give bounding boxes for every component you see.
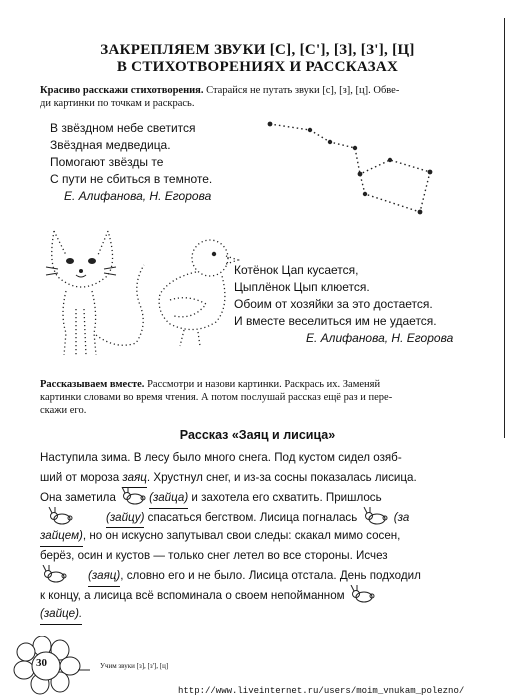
section1-instr-text: Старайся не путать звуки [с], [з], [ц]. Обве- [203, 85, 400, 96]
section2-instructions [40, 378, 480, 417]
story-text-span: берёз, осин и кустов — только снег летел во все стороны. Исчез [40, 548, 388, 562]
source-url: http://www.liveinternet.ru/users/moim_vnukam_polezno/ [178, 686, 465, 696]
story-text-span: , словно его и не было. Лисица отстала. День подходил [120, 569, 421, 582]
poem1-line: В звёздном небе светится [50, 121, 196, 135]
story-line [40, 448, 480, 468]
rabbit-icon [348, 585, 378, 603]
section2-instr-bold: Рассказываем вместе. [40, 379, 145, 390]
footer-caption: Учим звуки [з], [з'], [ц] [100, 662, 169, 670]
poem1-author: Е. Алифанова, Н. Егорова [64, 189, 212, 203]
poem1-line: Звёздная медведица. [50, 138, 171, 152]
poem2-line: И вместе веселиться им не удается. [234, 314, 437, 328]
poem2-line: Обоим от хозяйки за это достается. [234, 297, 433, 311]
section1-instructions [40, 84, 480, 110]
story-line [40, 546, 480, 566]
poem1-line: Помогают звёзды те [50, 155, 164, 169]
rabbit-word: (зайцу) [106, 508, 144, 529]
story-line [40, 585, 480, 605]
rabbit-icon [119, 487, 149, 505]
rabbit-word: (заяц) [88, 566, 120, 587]
story-line [40, 468, 480, 488]
story-text-span: к концу, а лисица всё вспоминала о своем непойманном [40, 588, 345, 602]
story-text-span: Наступила зима. В лесу было много снега. Под кустом сидел озяб- [40, 451, 402, 464]
kitten-dotted-drawing [36, 225, 156, 365]
section2-instr-line2: картинки словами во время чтения. А потом послушай рассказ ещё раз и пере- [40, 392, 393, 403]
poem-kitten-chick [234, 262, 453, 347]
page-number: 30 [36, 657, 47, 669]
page-title-line-1: ЗАКРЕПЛЯЕМ ЗВУКИ [С], [С'], [З], [З'], [Ц] [100, 42, 415, 58]
story-text-span: ший от мороза [40, 470, 123, 484]
rabbit-word: (зайце). [40, 604, 82, 625]
rabbit-icon [361, 507, 391, 525]
section1-instr-bold: Красиво расскажи стихотворения. [40, 85, 204, 96]
story-text-span: Она заметила [40, 491, 120, 504]
section1-instr-line2: ди картинки по точкам и раскрась. [40, 98, 195, 109]
section2-instr-line3: скажи его. [40, 405, 87, 416]
story-title: Рассказ «Заяц и лисица» [179, 428, 336, 442]
story-line [40, 487, 480, 507]
rabbit-word: зайцем) [40, 526, 83, 547]
chick-dotted-drawing [150, 232, 245, 350]
flower-icon [12, 636, 90, 696]
story-line [40, 526, 480, 546]
page-border-line [504, 18, 505, 438]
poem2-line: Цыплёнок Цып клюется. [234, 280, 370, 294]
poem1-line: С пути не сбиться в темноте. [50, 172, 213, 186]
rabbit-icon [40, 565, 70, 583]
rabbit-word: заяц [122, 468, 147, 489]
story-text-span: , но он искусно запутывал свои следы: скакал мимо сосен, [82, 529, 401, 542]
poem2-author: Е. Алифанова, Н. Егорова [306, 331, 454, 345]
story-text-span: . Хрустнул снег, и из-за сосны показалась лисица. [146, 470, 417, 484]
story-text [40, 448, 480, 624]
rabbit-word: (за [393, 510, 410, 524]
story-line [40, 507, 480, 527]
section2-instr-text: Рассмотри и назови картинки. Раскрась их. Заменяй [144, 379, 381, 390]
page-title-line-2: В СТИХОТВОРЕНИЯХ И РАССКАЗАХ [116, 59, 399, 75]
story-line [40, 565, 480, 585]
poem-big-dipper [50, 120, 212, 205]
story-text-span: и захотела его схватить. Пришлось [188, 491, 382, 504]
story-line [40, 604, 480, 624]
story-text-span: спасаться бегством. Лисица погналась [144, 510, 361, 524]
rabbit-icon [46, 507, 76, 525]
poem2-line: Котёнок Цап кусается, [234, 263, 359, 277]
rabbit-word: (зайца) [149, 488, 188, 509]
big-dipper-dotted-drawing [260, 112, 470, 227]
